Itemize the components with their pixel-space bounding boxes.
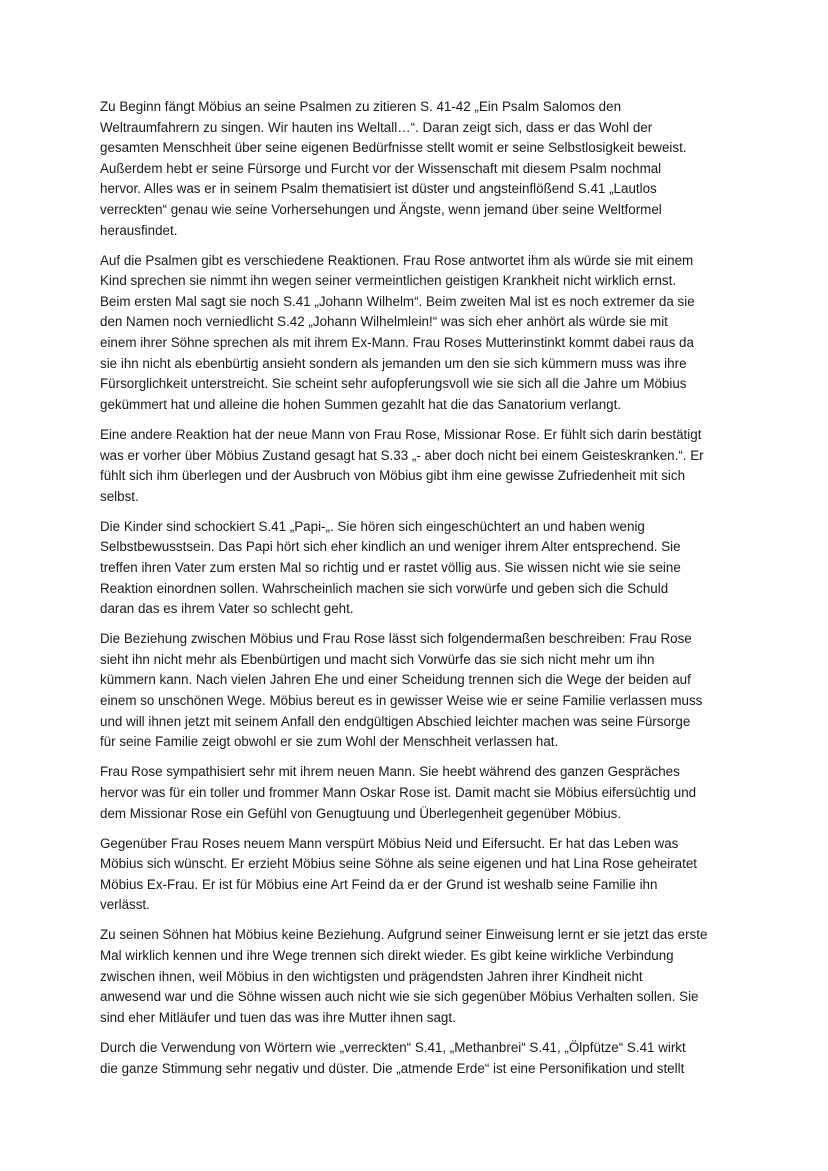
text-line: Mal wirklich kennen und ihre Wege trennen sich direkt wieder. Es gibt keine wirkliche Verbindung — [100, 948, 674, 964]
text-line: hervor was für ein toller und frommer Mann Oskar Rose ist. Damit macht sie Möbius eifersüchtig und — [100, 784, 697, 800]
text-line: einem so unschönen Wege. Möbius bereut es in gewisser Weise wie er seine Familie verlassen muss — [100, 693, 703, 709]
text-line: Möbius Ex-Frau. Er ist für Möbius eine Art Feind da er der Grund ist weshalb seine Familie ihn — [100, 876, 658, 892]
text-line: und will ihnen jetzt mit seinem Anfall den endgültigen Abschied leichter machen was seine Fürsorge — [100, 713, 691, 729]
text-line: Eine andere Reaktion hat der neue Mann von Frau Rose, Missionar Rose. Er fühlt sich darin bestätigt — [100, 426, 702, 442]
text-line: Auf die Psalmen gibt es verschiedene Reaktionen. Frau Rose antwortet ihm als würde sie mit einem — [100, 252, 694, 268]
text-line: was er vorher über Möbius Zustand gesagt hat S.33 „- aber doch nicht bei einem Geisteskranken.“. Er — [100, 447, 704, 463]
text-line: die ganze Stimmung sehr negativ und düster. Die „atmende Erde“ ist eine Personifikation und stellt — [100, 1060, 685, 1076]
paragraph — [100, 629, 732, 753]
paragraph — [100, 1038, 732, 1079]
text-line: Durch die Verwendung von Wörtern wie „verreckten“ S.41, „Methanbrei“ S.41, „Ölpfütze“ S.41 wirkt — [100, 1039, 686, 1055]
text-line: Möbius sich wünscht. Er erzieht Möbius seine Söhne als seine eigenen und hat Lina Rose geheiratet — [100, 856, 697, 872]
text-line: selbst. — [100, 488, 139, 504]
paragraph — [100, 251, 732, 416]
text-line: fühlt sich ihm überlegen und der Ausbruch von Möbius gibt ihm eine gewisse Zufriedenheit mit sich — [100, 468, 686, 484]
text-line: Zu Beginn fängt Möbius an seine Psalmen zu zitieren S. 41-42 „Ein Psalm Salomos den — [100, 99, 622, 114]
text-line: gesamten Menschheit über seine eigenen Bedürfnisse stellt womit er seine Selbstlosigkeit beweist. — [100, 140, 687, 156]
text-line: einem ihrer Söhne sprechen als mit ihrem Ex-Mann. Frau Roses Mutterinstinkt kommt dabei raus da — [100, 335, 694, 351]
text-line: gekümmert hat und alleine die hohen Summen gezahlt hat die das Sanatorium verlangt. — [100, 396, 622, 412]
paragraph — [100, 97, 732, 241]
text-line: Außerdem hebt er seine Fürsorge und Furcht vor der Wissenschaft mit diesem Psalm nochmal — [100, 160, 662, 176]
text-line: Die Beziehung zwischen Möbius und Frau Rose lässt sich folgendermaßen beschreiben: Frau Rose — [100, 631, 692, 647]
paragraph — [100, 762, 732, 824]
text-line: Reaktion einordnen sollen. Wahrscheinlich machen sie sich vorwürfe und geben sich die Schuld — [100, 580, 669, 596]
text-line: Selbstbewusstsein. Das Papi hört sich eher kindlich an und weniger ihrem Alter entsprechend. Sie — [100, 539, 681, 555]
text-line: Gegenüber Frau Roses neuem Mann verspürt Möbius Neid und Eifersucht. Er hat das Leben was — [100, 835, 679, 851]
text-line: dem Missionar Rose ein Gefühl von Genugtuung und Überlegenheit gegenüber Möbius. — [100, 805, 622, 821]
text-line: kümmern kann. Nach vielen Jahren Ehe und einer Scheidung trennen sich die Wege der beiden auf — [100, 672, 691, 688]
text-line: Zu seinen Söhnen hat Möbius keine Beziehung. Aufgrund seiner Einweisung lernt er sie jetzt das erste — [100, 927, 708, 943]
text-line: sind eher Mitläufer und tuen das was ihre Mutter ihnen sagt. — [100, 1009, 456, 1025]
text-line: verreckten“ genau wie seine Vorhersehungen und Ängste, wenn jemand über seine Weltformel — [100, 201, 662, 217]
document-body — [100, 97, 732, 1089]
text-line: anwesend war und die Söhne wissen auch nicht wie sie sich gegenüber Möbius Verhalten sollen. Sie — [100, 989, 699, 1005]
text-line: hervor. Alles was er in seinem Psalm thematisiert ist düster und angsteinflößend S.41 „Lautlos — [100, 181, 657, 197]
text-line: Die Kinder sind schockiert S.41 „Papi-„. Sie hören sich eingeschüchtert an und haben wenig — [100, 518, 645, 534]
text-line: Fürsorglichkeit unterstreicht. Sie scheint sehr aufopferungsvoll wie sie sich all die Jahre um Möbius — [100, 376, 687, 392]
text-line: den Namen noch verniedlicht S.42 „Johann Wilhelmlein!“ was sich eher anhört als würde sie mit — [100, 314, 668, 330]
text-line: sieht ihn nicht mehr als Ebenbürtigen und macht sich Vorwürfe das sie sich nicht mehr um ihn — [100, 651, 655, 667]
text-line: treffen ihren Vater zum ersten Mal so richtig und er rastet völlig aus. Sie wissen nicht wie sie seine — [100, 559, 681, 575]
text-line: sie ihn nicht als ebenbürtig ansieht sondern als jemanden um den sie sich kümmern muss was ihre — [100, 355, 687, 371]
text-line: Beim ersten Mal sagt sie noch S.41 „Johann Wilhelm“. Beim zweiten Mal ist es noch extremer da sie — [100, 293, 695, 309]
text-line: für seine Familie zeigt obwohl er sie zum Wohl der Menschheit verlassen hat. — [100, 734, 559, 750]
text-line: herausfindet. — [100, 222, 178, 238]
text-line: daran das es ihrem Vater so schlecht geht. — [100, 601, 354, 617]
paragraph — [100, 517, 732, 620]
paragraph — [100, 425, 732, 507]
text-line: Kind sprechen sie nimmt ihn wegen seiner vermeintlichen geistigen Krankheit nicht wirklich ernst. — [100, 273, 677, 289]
text-line: Frau Rose sympathisiert sehr mit ihrem neuen Mann. Sie heebt während des ganzen Gespräches — [100, 764, 680, 780]
text-line: Weltraumfahrern zu singen. Wir hauten ins Weltall…“. Daran zeigt sich, dass er das Wohl der — [100, 119, 653, 135]
text-line: verlässt. — [100, 897, 150, 913]
paragraph — [100, 925, 732, 1028]
paragraph — [100, 834, 732, 916]
text-line: zwischen ihnen, weil Möbius in den wichtigsten und prägendsten Jahren ihrer Kindheit nicht — [100, 968, 643, 984]
